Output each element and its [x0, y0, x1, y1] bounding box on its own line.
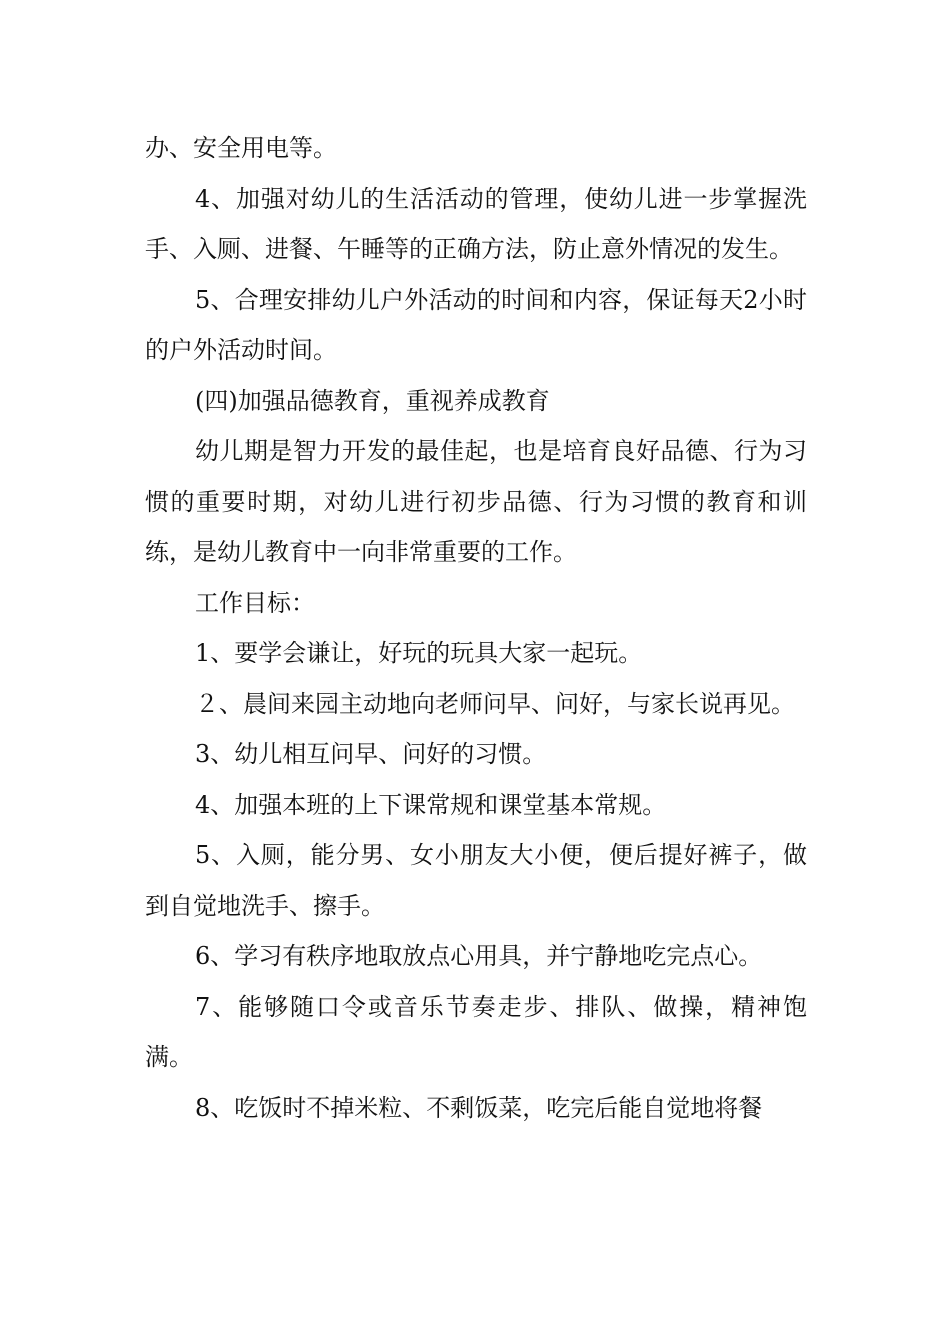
goal-item-3: 3、幼儿相互问早、问好的习惯。: [195, 740, 547, 768]
goal-item-5: 5、入厕，能分男、女小朋友大小便，便后提好裤子，做到自觉地洗手、擦手。: [145, 841, 807, 920]
goal-item-2: ２、晨间来园主动地向老师问早、问好，与家长说再见。: [195, 689, 795, 718]
goal-item-1: 1、要学会谦让，好玩的玩具大家一起玩。: [195, 639, 643, 667]
paragraph-continuation: 办、安全用电等。: [145, 134, 337, 162]
goal-item-4: 4、加强本班的上下课常规和课堂基本常规。: [195, 790, 667, 819]
paragraph-item-5: 5、合理安排幼儿户外活动的时间和内容，保证每天2小时的户外活动时间。: [145, 285, 807, 364]
goal-item-7: 7、能够随口令或音乐节奏走步、排队、做操，精神饱满。: [145, 992, 807, 1071]
section-heading: (四)加强品德教育，重视养成教育: [195, 386, 550, 415]
goal-item-8: 8、吃饭时不掉米粒、不剩饭菜，吃完后能自觉地将餐: [195, 1093, 763, 1122]
paragraph-goals-label: 工作目标：: [195, 588, 315, 617]
document-page: [145, 123, 807, 1133]
paragraph-intro: 幼儿期是智力开发的最佳起，也是培育良好品德、行为习惯的重要时期，对幼儿进行初步品德、行为习惯的教育和训练，是幼儿教育中一向非常重要的工作。: [145, 437, 807, 566]
paragraph-item-4: 4、加强对幼儿的生活活动的管理，使幼儿进一步掌握洗手、入厕、进餐、午睡等的正确方法，防止意外情况的发生。: [145, 184, 807, 263]
goal-item-6: 6、学习有秩序地取放点心用具，并宁静地吃完点心。: [195, 942, 763, 970]
